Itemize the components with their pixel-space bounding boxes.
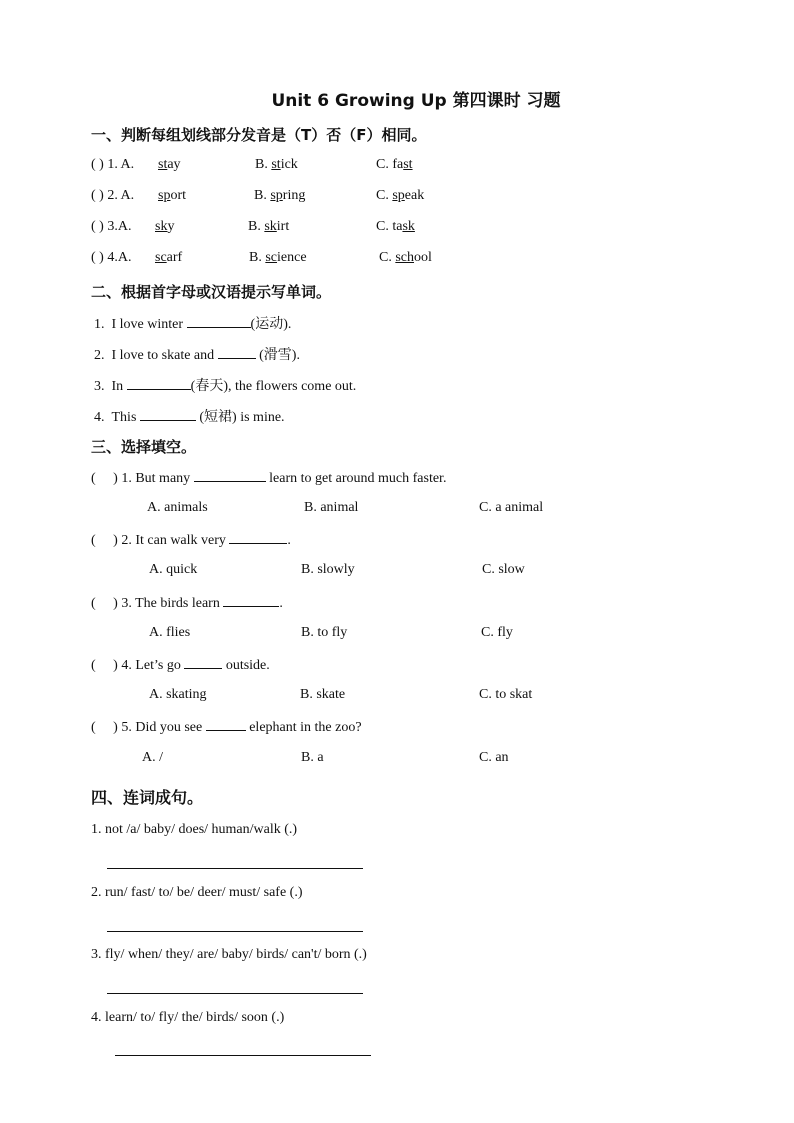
s3-item-4-option-b: B. skate bbox=[300, 687, 346, 702]
answer-blank[interactable] bbox=[206, 718, 246, 731]
s3-item-1-option-b: B. animal bbox=[304, 500, 359, 515]
s3-item-1: ( ) 1. But many learn to get around much faster. bbox=[91, 471, 447, 486]
s3-item-2: ( ) 2. It can walk very . bbox=[91, 533, 291, 548]
answer-blank[interactable] bbox=[218, 346, 256, 359]
answer-paren[interactable]: ( ) bbox=[91, 219, 104, 234]
answer-blank[interactable] bbox=[127, 377, 191, 390]
answer-paren[interactable]: ( bbox=[91, 720, 114, 735]
answer-paren[interactable]: ( ) bbox=[91, 188, 104, 203]
s1-item-1: ( ) 1. A. bbox=[91, 157, 135, 172]
s3-item-3-option-c: C. fly bbox=[481, 625, 513, 640]
s1-item-4: ( ) 4.A. bbox=[91, 250, 132, 265]
s4-item-3: 3. fly/ when/ they/ are/ baby/ birds/ can't/ born (.) bbox=[91, 947, 367, 962]
s3-item-3-option-a: A. flies bbox=[149, 625, 191, 640]
answer-line[interactable] bbox=[107, 993, 363, 994]
s3-item-5: ( ) 5. Did you see elephant in the zoo? bbox=[91, 720, 362, 735]
answer-paren[interactable]: ( bbox=[91, 596, 114, 611]
answer-line[interactable] bbox=[107, 868, 363, 869]
s2-item-4: 4. This (短裙) is mine. bbox=[94, 410, 285, 425]
s1-item-2-option-a: sport bbox=[158, 188, 187, 203]
s1-item-3-option-a: sky bbox=[155, 219, 175, 234]
answer-paren[interactable]: ( bbox=[91, 533, 114, 548]
answer-paren[interactable]: ( ) bbox=[91, 157, 104, 172]
s3-item-4: ( ) 4. Let’s go outside. bbox=[91, 658, 270, 673]
s1-item-3: ( ) 3.A. bbox=[91, 219, 132, 234]
answer-blank[interactable] bbox=[140, 408, 196, 421]
s1-item-1-option-c: C. fast bbox=[376, 157, 413, 172]
s2-item-1: 1. I love winter (运动). bbox=[94, 317, 292, 332]
s1-item-4-option-b: B. science bbox=[249, 250, 307, 265]
s3-item-2-option-b: B. slowly bbox=[301, 562, 355, 577]
answer-paren[interactable]: ( bbox=[91, 658, 114, 673]
s1-item-3-option-b: B. skirt bbox=[248, 219, 290, 234]
s1-item-2-option-b: B. spring bbox=[254, 188, 306, 203]
section2-heading: 二、根据首字母或汉语提示写单词。 bbox=[91, 283, 332, 301]
s1-item-1-option-a: stay bbox=[158, 157, 181, 172]
s1-item-4-option-c: C. school bbox=[379, 250, 432, 265]
s3-item-3-option-b: B. to fly bbox=[301, 625, 348, 640]
answer-blank[interactable] bbox=[229, 531, 287, 544]
s1-item-2-option-c: C. speak bbox=[376, 188, 425, 203]
answer-paren[interactable]: ( bbox=[91, 471, 114, 486]
s2-item-2: 2. I love to skate and (滑雪). bbox=[94, 348, 300, 363]
s3-item-5-option-b: B. a bbox=[301, 750, 324, 765]
answer-blank[interactable] bbox=[184, 656, 222, 669]
s1-item-2: ( ) 2. A. bbox=[91, 188, 135, 203]
s3-item-2-option-a: A. quick bbox=[149, 562, 198, 577]
answer-paren[interactable]: ( ) bbox=[91, 250, 104, 265]
answer-blank[interactable] bbox=[187, 315, 251, 328]
answer-line[interactable] bbox=[115, 1055, 371, 1056]
s3-item-4-option-c: C. to skat bbox=[479, 687, 533, 702]
s3-item-1-option-c: C. a animal bbox=[479, 500, 544, 515]
s3-item-1-option-a: A. animals bbox=[147, 500, 208, 515]
s2-item-3: 3. In (春天), the flowers come out. bbox=[94, 379, 357, 394]
answer-blank[interactable] bbox=[223, 594, 279, 607]
answer-line[interactable] bbox=[107, 931, 363, 932]
s4-item-4: 4. learn/ to/ fly/ the/ birds/ soon (.) bbox=[91, 1010, 285, 1025]
s3-item-4-option-a: A. skating bbox=[149, 687, 207, 702]
s4-item-2: 2. run/ fast/ to/ be/ deer/ must/ safe (.) bbox=[91, 885, 303, 900]
s1-item-3-option-c: C. task bbox=[376, 219, 415, 234]
section1-heading: 一、判断每组划线部分发音是（T）否（F）相同。 bbox=[91, 126, 427, 144]
section3-heading: 三、选择填空。 bbox=[91, 438, 197, 456]
s3-item-5-option-a: A. / bbox=[142, 750, 163, 765]
s3-item-3: ( ) 3. The birds learn . bbox=[91, 596, 283, 611]
answer-blank[interactable] bbox=[194, 469, 266, 482]
worksheet-title: Unit 6 Growing Up 第四课时 习题 bbox=[271, 91, 561, 111]
s3-item-2-option-c: C. slow bbox=[482, 562, 525, 577]
s1-item-1-option-b: B. stick bbox=[255, 157, 298, 172]
s3-item-5-option-c: C. an bbox=[479, 750, 509, 765]
s1-item-4-option-a: scarf bbox=[155, 250, 183, 265]
s4-item-1: 1. not /a/ baby/ does/ human/walk (.) bbox=[91, 822, 298, 837]
section4-heading: 四、连词成句。 bbox=[91, 788, 204, 807]
